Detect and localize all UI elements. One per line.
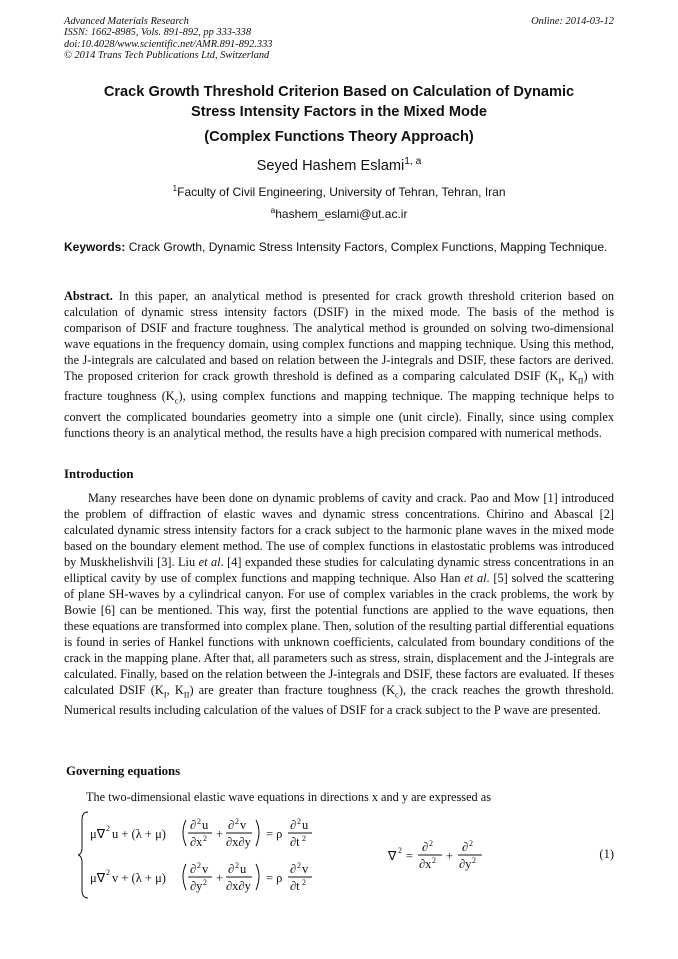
svg-text:∂x: ∂x xyxy=(419,857,432,871)
intro-text: ), the crack reaches the growth threshold. Numerical results including calculation of the values of DSIF for a crack subject to the P wave are presented. xyxy=(64,683,614,718)
copyright: © 2014 Trans Tech Publications Ltd, Switzerland xyxy=(64,49,270,61)
svg-text:2: 2 xyxy=(297,861,301,870)
svg-text:=: = xyxy=(406,849,414,863)
svg-text:v + (λ + μ): v + (λ + μ) xyxy=(112,871,166,885)
intro-text: . [5] solved the scattering of plane SH-waves by a cylindrical canyon. For use of complex variables in the crack problems, the work by Bowie [6] can be mentioned. This way, first the potential functions are applied to the wave equations, then these equations are transformed into complex plane. Then, solution of the resulting partial differential equations is found in series of Hankel functions with unknown coefficients, calculated from boundary conditions of the crack in the mapping plane. After that, all parameters such as stress, strain, displacement and the J-integrals are calculated. Finally, based on the relation between the J-integrals and DSIF, these factors are evaluated. If theses calculated DSIF (K xyxy=(64,571,615,697)
svg-text:∂y: ∂y xyxy=(190,879,203,893)
keywords-label: Keywords: xyxy=(64,240,126,254)
online-date: Online: 2014-03-12 xyxy=(531,16,614,27)
governing-heading: Governing equations xyxy=(66,764,181,778)
svg-text:+: + xyxy=(446,849,454,863)
svg-text:∂x: ∂x xyxy=(190,835,203,849)
svg-text:∂: ∂ xyxy=(190,818,197,832)
svg-text:2: 2 xyxy=(429,839,433,848)
intro-sub: I xyxy=(163,689,167,700)
svg-text:2: 2 xyxy=(297,817,301,826)
svg-text:2: 2 xyxy=(398,846,402,855)
governing-text: The two-dimensional elastic wave equations in directions x and y are expressed as xyxy=(86,790,491,804)
svg-text:∂: ∂ xyxy=(462,840,469,854)
intro-text: . [4] expanded these studies for calculating dynamic stress concentrations in an elliptical cavity by use of complex functions and mapping technique. Also Han xyxy=(64,555,614,585)
intro-italic: et al xyxy=(198,555,221,569)
svg-text:2: 2 xyxy=(302,878,306,887)
author-name: Seyed Hashem Eslami xyxy=(256,157,405,174)
author-sup: 1, a xyxy=(404,156,422,167)
svg-text:u + (λ + μ): u + (λ + μ) xyxy=(112,827,166,841)
svg-text:∂x∂y: ∂x∂y xyxy=(226,835,251,849)
title-subtitle: (Complex Functions Theory Approach) xyxy=(204,129,474,145)
equation-number: (1) xyxy=(599,847,614,861)
svg-text:2: 2 xyxy=(203,834,207,843)
svg-text:2: 2 xyxy=(197,817,201,826)
introduction-text xyxy=(64,490,614,718)
svg-text:+: + xyxy=(216,871,224,885)
equation-line-2 xyxy=(90,861,312,893)
svg-text:2: 2 xyxy=(432,856,436,865)
equation-brace xyxy=(78,812,88,898)
svg-text:2: 2 xyxy=(106,824,110,833)
intro-text: Many researches have been done on dynamic problems of cavity and crack. Pao and Mow [1] introduced the problem of diffraction of elastic waves and dynamic stress concentrations. Chirino and Abascal [2] calculated dynamic stress intensity factors for a crack subject to the harmonic plane waves in the mixed mode based on the boundary element method. The use of complex functions in elastostatic problems was introduced by Muskhelishvili [3]. Liu xyxy=(64,491,614,569)
svg-text:2: 2 xyxy=(197,861,201,870)
affiliation-text: Faculty of Civil Engineering, University of Tehran, Tehran, Iran xyxy=(177,185,506,199)
svg-text:u: u xyxy=(202,818,209,832)
keywords xyxy=(64,240,614,255)
paper-title xyxy=(64,82,614,122)
intro-italic: et al xyxy=(464,571,487,585)
svg-text:μ∇: μ∇ xyxy=(90,827,106,841)
svg-text:∂t: ∂t xyxy=(290,879,300,893)
abstract-label: Abstract. xyxy=(64,289,113,303)
svg-text:∂t: ∂t xyxy=(290,835,300,849)
svg-text:2: 2 xyxy=(469,839,473,848)
svg-text:∂y: ∂y xyxy=(459,857,472,871)
svg-text:= ρ: = ρ xyxy=(266,871,283,885)
journal-header xyxy=(64,16,272,61)
keywords-text: Crack Growth, Dynamic Stress Intensity Factors, Complex Functions, Mapping Technique. xyxy=(125,240,608,254)
svg-text:u: u xyxy=(302,818,309,832)
doi: doi:10.4028/www.scientific.net/AMR.891-892.333 xyxy=(64,38,273,50)
intro-text: ) are greater than fracture toughness (K xyxy=(189,683,396,697)
abstract-sub: II xyxy=(577,375,584,386)
svg-text:μ∇: μ∇ xyxy=(90,871,106,885)
equation-graphic xyxy=(78,808,614,902)
svg-text:2: 2 xyxy=(235,861,239,870)
affiliation xyxy=(64,183,614,199)
svg-text:2: 2 xyxy=(302,834,306,843)
title-line-2: Stress Intensity Factors in the Mixed Mode xyxy=(191,104,487,120)
svg-text:∂: ∂ xyxy=(190,862,197,876)
svg-text:2: 2 xyxy=(472,856,476,865)
title-line-1: Crack Growth Threshold Criterion Based on Calculation of Dynamic xyxy=(103,84,575,100)
issn: ISSN: 1662-8985, Vols. 891-892, pp 333-338 xyxy=(64,27,252,39)
equation-1 xyxy=(78,808,614,902)
svg-text:+: + xyxy=(216,827,224,841)
svg-text:∂: ∂ xyxy=(290,862,297,876)
abstract-text: , K xyxy=(561,369,578,383)
svg-text:∂: ∂ xyxy=(422,840,429,854)
svg-text:∂: ∂ xyxy=(228,862,235,876)
svg-text:u: u xyxy=(240,862,247,876)
intro-sub: II xyxy=(183,689,190,700)
svg-text:= ρ: = ρ xyxy=(266,827,283,841)
svg-text:v: v xyxy=(240,818,247,832)
abstract-text: ) with fracture toughness (K xyxy=(64,369,615,404)
svg-text:∂: ∂ xyxy=(290,818,297,832)
svg-text:2: 2 xyxy=(235,817,239,826)
affiliation-sup: 1 xyxy=(172,183,178,193)
svg-text:2: 2 xyxy=(203,878,207,887)
journal-name: Advanced Materials Research xyxy=(64,16,189,27)
intro-sub: c xyxy=(395,689,399,700)
equation-line-1 xyxy=(90,817,312,849)
email-sup: a xyxy=(270,205,276,215)
svg-text:v: v xyxy=(202,862,209,876)
intro-text: , K xyxy=(166,683,184,697)
introduction-heading: Introduction xyxy=(64,467,134,481)
svg-text:∂: ∂ xyxy=(228,818,235,832)
email xyxy=(64,205,614,221)
abstract-text: In this paper, an analytical method is presented for crack growth threshold criterion based on calculation of dynamic stress intensity factors (DSIF) in the mixed mode. The basis of the method is comparison of DSIF and fracture toughness. The analytical method is grounded on solving two-dimensional wave equations in the frequency domain, using complex functions and mapping technique. Using this method, the J-integrals are calculated and based on relation between the J-integrals and DSIF, these factors are derived. The proposed criterion for crack growth threshold is defined as a comparing calculated DSIF (K xyxy=(64,289,614,383)
svg-text:v: v xyxy=(302,862,309,876)
email-text: hashem_eslami@ut.ac.ir xyxy=(275,207,408,221)
svg-text:2: 2 xyxy=(106,868,110,877)
abstract xyxy=(64,288,614,441)
author xyxy=(64,156,614,174)
abstract-sub: c xyxy=(174,395,179,406)
svg-text:∇: ∇ xyxy=(388,849,397,863)
laplacian-definition xyxy=(387,839,482,871)
abstract-sub: I xyxy=(558,375,562,386)
svg-text:∂x∂y: ∂x∂y xyxy=(226,879,251,893)
abstract-text: ), using complex functions and mapping technique. The mapping technique helps to convert the complicated boundaries geometry into a simple one (unit circle). Finally, since using complex functions theory is an analytical method, the results have a high precision compared with numerical methods. xyxy=(64,389,614,440)
